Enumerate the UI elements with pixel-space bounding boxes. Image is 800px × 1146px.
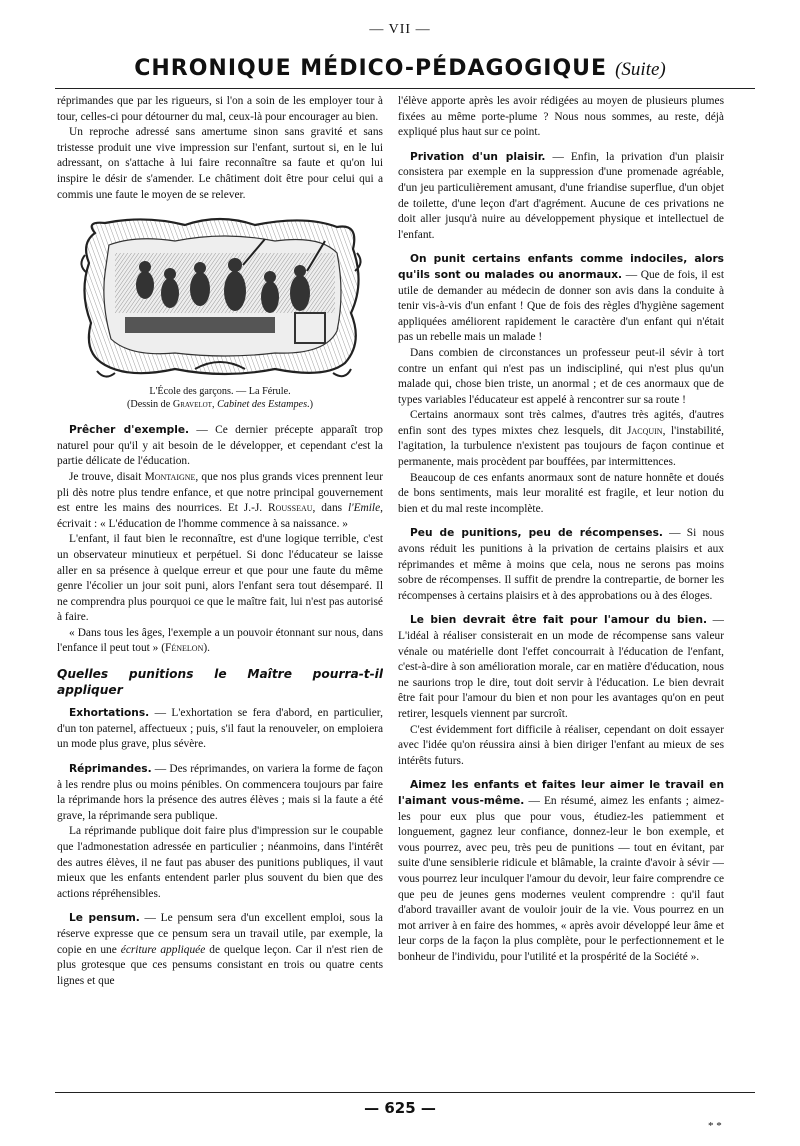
paragraph: Un reproche adressé sans amertume sinon sans gravité et sans tristesse produit une vive impression sur l'enfant, surtout si, en le lui adressant, on s'attache à lui faire reconnaître sa faute et qu'on lui inspire le désir de s'amender. Le châtiment doit être pour celui qui a commis une faute le moyen de se relever. xyxy=(57,126,383,201)
signature-stars: * * xyxy=(708,1120,722,1132)
paragraph-text: Certains anormaux sont très calmes, d'autres très agités, d'autres enfin sont des types mixtes chez lesquels, dit xyxy=(398,409,724,437)
paragraph xyxy=(398,613,724,722)
paragraph: Dans combien de circonstances un professeur peut-il sévir à tort contre un enfant qui n'est pas un indiscipliné, qui n'est plus qu'un malade qui, chose bien triste, un anormal ; et de ces anormaux que de types variables l'éducateur est appelé à rencontrer sur sa route ! xyxy=(398,346,724,406)
paragraph-lead: On punit certains enfants comme indociles, alors qu'ils sont ou malades ou anormaux. xyxy=(398,253,724,281)
paragraph xyxy=(57,911,383,989)
paragraph xyxy=(398,150,724,244)
paragraph xyxy=(398,778,724,965)
paragraph: L'enfant, il faut bien le reconnaître, est d'une logique terrible, c'est un observateur minutieux et perpétuel. Si donc l'éducateur se laisse aller en sa présence à quelque erreur et que pour une faute du même genre l'écolier un jour soit puni, alors l'enfant sera tout désemparé. Il ne comprendra plus pourquoi ce que le maître fait, lui n'est pas autorisé à faire. xyxy=(57,533,383,624)
paragraph: réprimandes que par les rigueurs, si l'on a soin de les employer tour à tour, celles-ci pour détourner du mal, ceux-là pour encourager au bien. xyxy=(57,95,383,123)
author-name: Jacquin xyxy=(627,424,663,437)
right-column xyxy=(398,94,724,1089)
figure-caption xyxy=(57,385,383,411)
paragraph-lead: Aimez les enfants et faites leur aimer le travail en l'aimant vous-même. xyxy=(398,779,724,807)
page-number: — 625 — xyxy=(364,1099,436,1117)
paragraph-text: — Si nous avons réduit les punitions à la privation de certains plaisirs et aux réprimandes et même à moins que cela, nous ne serons pas moins sobre de récompenses. Il suffit de prendre la contrepartie, de borner les récompenses à certains plaisirs et à des approbations ou à des éloges. xyxy=(398,527,724,602)
paragraph-text: , écrivait : « L'éducation de l'homme commence à sa naissance. » xyxy=(57,502,383,530)
book-title: l'Emile xyxy=(347,502,381,515)
caption-text: (Dessin de xyxy=(127,399,173,411)
footer-rule xyxy=(55,1092,755,1093)
emphasis-text: écriture appliquée xyxy=(120,943,206,956)
caption-text: , xyxy=(211,399,218,411)
paragraph-lead: Réprimandes. xyxy=(69,763,152,776)
caption-text: .) xyxy=(307,399,313,411)
paragraph: C'est évidemment fort difficile à réaliser, cependant on doit essayer avec l'idée qu'on réussira ainsi à bien diriger l'enfant au mieux de ses intérêts futurs. xyxy=(398,723,724,767)
engraving-illustration xyxy=(75,213,365,381)
paragraph xyxy=(57,706,383,753)
paragraph xyxy=(57,423,383,470)
paragraph-text: — Des réprimandes, on variera la forme de façon à les rendre plus ou moins pénibles. On commencera toujours par faire la réprimande hors la présence des autres élèves ; mais si la faute a été grave, la réprimande sera publique. xyxy=(57,763,383,822)
paragraph-text: , dans xyxy=(312,502,348,515)
paragraph-text: — En résumé, aimez les enfants ; aimez-les pour eux plus que pour vous, étudiez-les patiemment et longuement, gagnez leur confiance, donnez-leur le bon exemple, et vous pourrez, avec peu, très peu de punitions — tout en évitant, par suite d'une sensiblerie ridicule et blâmable, la crainte d'avoir à sévir — vous pourrez leur inculquer l'amour du devoir, leur faire comprendre ce que peu de jeunes gens modernes veulent comprendre : qu'il faut d'abord travailler avant de vouloir jouir de la vie. Vous pourrez en un mot arriver à en faire des hommes, « après avoir développé leur âme et leur corps de la façon la plus complète, pour le perfectionnement et le bonheur de l'individu, pour l'utilité et la prospérité de la Société ». xyxy=(398,794,724,963)
paragraph-text: — Le pensum sera d'un excellent emploi, sous la réserve expresse que ce pensum sera un travail utile, par exemple, la copie en une xyxy=(57,912,383,956)
author-name: Fénelon xyxy=(165,642,204,655)
paragraph-text: — L'exhortation se fera d'abord, en particulier, d'un ton paternel, affectueux ; puis, s'il faut la renouveler, on emploiera un mode plus grave, plus sévère. xyxy=(57,707,383,751)
caption-line-1: L'École des garçons. — La Férule. xyxy=(149,386,291,398)
paragraph-text: — L'idéal à réaliser consisterait en un mode de récompense sans valeur vénale ou matérielle dont l'effet concourrait à l'éducation de l'enfant, c'est-à-dire à son amélioration morale, car en matière d'éducation, nous ne saurions trop le dire, tout doit servir à l'éducation. Le bien devrait être fait pour l'amour du bien et non pour les avantages qu'on en peut retirer, lesquels viennent par surcroît. xyxy=(398,614,724,720)
paragraph xyxy=(398,526,724,604)
left-column xyxy=(57,94,383,1089)
paragraph-text: , que nos plus grands vices prennent leur pli dès notre plus tendre enfance, et que notre principal gouvernement est entre les mains des nourrices. Et J.-J. xyxy=(57,470,383,515)
paragraph xyxy=(57,626,383,657)
ecole-des-garcons-engraving xyxy=(75,213,365,381)
paragraph-lead: Le pensum. xyxy=(69,912,140,925)
caption-source: Cabinet des Estampes xyxy=(217,399,308,411)
page-header xyxy=(40,56,760,81)
author-name: Montaigne xyxy=(144,470,196,483)
paragraph-text: — Ce dernier précepte apparaît trop naturel pour qu'il y ait besoin de le développer, et cependant c'est la partie délicate de l'éducation. xyxy=(57,424,383,468)
paragraph: La réprimande publique doit faire plus d'impression sur le coupable que l'admonestation adressée en particulier ; néanmoins, dans l'intérêt des autres élèves, il ne faut pas abuser des punitions publiques, il vaut mieux que les enfants entendent parler plus souvent du bien que des actions répréhensibles. xyxy=(57,825,383,900)
paragraph-lead: Le bien devrait être fait pour l'amour du bien. xyxy=(410,614,708,627)
author-name: Rousseau xyxy=(268,502,313,515)
paragraph-text: — Enfin, la privation d'un plaisir consistera par exemple en la suppression d'une promenade agréable, d'un jeu particulièrement amusant, d'une friandise superflue, d'un objet de toilette, d'une leçon d'art d'agrément. Aucune de ces privations ne doit aller jusqu'à nuire au développement physique et intellectuel de l'enfant. xyxy=(398,150,724,241)
section-heading: Quelles punitions le Maître pourra-t-il appliquer xyxy=(57,667,383,697)
paragraph-text: ). xyxy=(203,642,210,655)
paragraph-text: Je trouve, disait xyxy=(69,470,145,483)
paragraph-lead: Exhortations. xyxy=(69,707,150,720)
paragraph-text: — Que de fois, il est utile de demander au médecin de donner son avis dans la conduite à tenir vis-à-vis d'un enfant ! Que de fois des règles d'hygiène sagement appliquées améliorent rapidement le caractère d'un enfant qui n'était pas un rebelle mais un malade ! xyxy=(398,268,724,344)
paragraph xyxy=(57,762,383,824)
paragraph xyxy=(57,470,383,532)
paragraph xyxy=(398,408,724,470)
paragraph xyxy=(398,252,724,346)
caption-line-2 xyxy=(57,398,383,411)
chronicle-suite: (Suite) xyxy=(615,59,666,80)
paragraph-lead: Privation d'un plaisir. xyxy=(410,150,546,163)
paragraph-text: « Dans tous les âges, l'exemple a un pouvoir étonnant sur nous, dans l'enfance il peut tout » ( xyxy=(57,626,383,655)
chronicle-title: CHRONIQUE MÉDICO-PÉDAGOGIQUE xyxy=(134,56,608,81)
paragraph-lead: Prêcher d'exemple. xyxy=(69,424,190,437)
caption-artist: Gravelot xyxy=(172,399,212,411)
header-rule xyxy=(55,88,755,89)
page-roman-numeral: — VII — xyxy=(369,22,431,37)
paragraph: l'élève apporte après les avoir rédigées au moyen de plusieurs plumes fixées au même porte-plume ? Nous nous sommes, au reste, déjà expliqué plus haut sur ce point. xyxy=(398,95,724,139)
paragraph-lead: Peu de punitions, peu de récompenses. xyxy=(410,527,663,540)
paragraph-text: de quelque leçon. Car il n'est rien de plus grotesque que ces pensums consistant en trois ou quatre cents lignes et que xyxy=(57,943,383,987)
paragraph: Beaucoup de ces enfants anormaux sont de nature honnête et doués de bons sentiments, mais leur moralité est fragile, et leur notion du bien et du mal reste incomplète. xyxy=(398,471,724,515)
paragraph-text: , l'instabilité, l'agitation, la turbulence n'existent pas toujours de façon continue et permanente, mais procèdent par bouffées, par intermittences. xyxy=(398,424,724,469)
